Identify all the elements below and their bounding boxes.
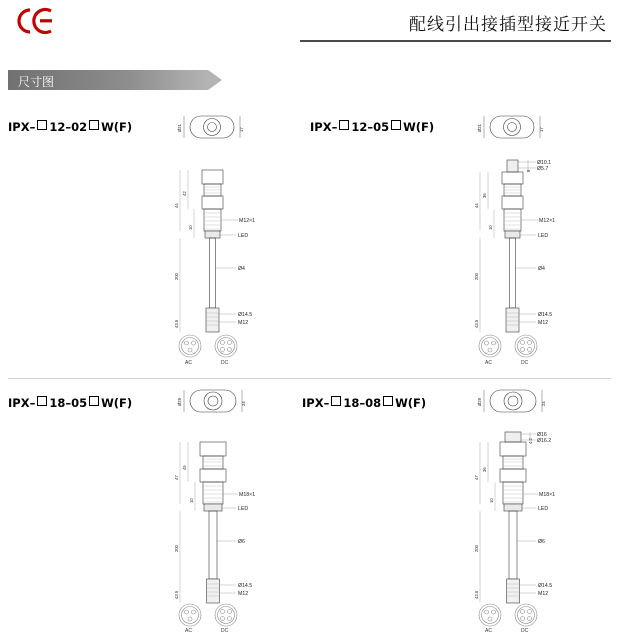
dim-conn-thread: M12 bbox=[238, 591, 249, 597]
dim-thread: M18×1 bbox=[539, 492, 556, 498]
model-prefix: IPX– bbox=[302, 396, 330, 410]
model-prefix: IPX– bbox=[8, 120, 36, 134]
dim-len-head: 4.2 bbox=[528, 438, 533, 444]
connector-label-ac: AC bbox=[485, 360, 492, 366]
model-suffix: W(F) bbox=[403, 120, 435, 134]
model-suffix: W(F) bbox=[395, 396, 427, 410]
dim-len-thread: 42 bbox=[182, 191, 187, 196]
model-suffix: W(F) bbox=[101, 396, 133, 410]
dim-cable-dia: Ø6 bbox=[538, 539, 545, 545]
dim-conn-dia: Ø14.5 bbox=[238, 312, 253, 318]
dim-len-small: 10 bbox=[189, 498, 194, 503]
dim-top-left: Ø29 bbox=[177, 398, 182, 406]
banner-light-part bbox=[208, 70, 611, 90]
dim-len-small: 10 bbox=[188, 225, 193, 230]
drawing-ipx-12-05 bbox=[450, 108, 600, 368]
dim-conn-dia: Ø14.5 bbox=[238, 583, 253, 589]
dim-led: LED bbox=[538, 506, 549, 512]
dim-led: LED bbox=[238, 506, 249, 512]
model-mid: 12–02 bbox=[49, 120, 88, 134]
model-mid: 12–05 bbox=[351, 120, 390, 134]
dim-len-total: 44 bbox=[174, 203, 179, 208]
header-rule bbox=[300, 40, 611, 42]
model-prefix: IPX– bbox=[310, 120, 338, 134]
dim-led: LED bbox=[238, 233, 249, 239]
dim-head-dia-1: Ø10.1 bbox=[537, 160, 552, 166]
dim-len-total: 47 bbox=[474, 475, 479, 480]
dim-top-left: Ø21 bbox=[177, 124, 182, 132]
model-suffix: W(F) bbox=[101, 120, 133, 134]
dim-top-right: 17 bbox=[239, 127, 244, 132]
dim-conn-thread: M12 bbox=[538, 591, 549, 597]
section-divider bbox=[8, 378, 611, 379]
dim-cable-dia: Ø6 bbox=[238, 539, 245, 545]
dim-cable-dia: Ø4 bbox=[238, 266, 245, 272]
dim-len-small: 10 bbox=[488, 225, 493, 230]
banner-arrow-icon bbox=[208, 70, 222, 90]
dim-len-head: 8 bbox=[526, 169, 531, 172]
option-box-icon bbox=[391, 120, 401, 130]
model-mid: 18–05 bbox=[49, 396, 88, 410]
option-box-icon bbox=[89, 396, 99, 406]
model-label-ipx-12-05 bbox=[310, 120, 434, 134]
dim-len-cable: 200 bbox=[174, 545, 179, 552]
dim-head-dia-1: Ø16 bbox=[537, 432, 547, 438]
dim-top-left: Ø21 bbox=[477, 124, 482, 132]
dim-len-total: 47 bbox=[174, 475, 179, 480]
dim-len-cable: 200 bbox=[474, 545, 479, 552]
page-title: 配线引出接插型接近开关 bbox=[409, 15, 607, 35]
dim-conn-thread: M12 bbox=[538, 320, 549, 326]
drawing-ipx-18-08 bbox=[450, 384, 600, 634]
dim-top-right: 24 bbox=[241, 401, 246, 406]
dim-conn-dia: Ø14.5 bbox=[538, 312, 553, 318]
dim-head-dia-2: Ø16.2 bbox=[537, 438, 552, 444]
connector-label-dc: DC bbox=[521, 628, 529, 634]
option-box-icon bbox=[37, 120, 47, 130]
dim-conn-thread: M12 bbox=[238, 320, 249, 326]
dim-len-total: 44 bbox=[474, 203, 479, 208]
dim-cable-dia: Ø4 bbox=[538, 266, 545, 272]
dim-thread: M12×1 bbox=[239, 218, 256, 224]
dim-thread: M18×1 bbox=[239, 492, 256, 498]
model-label-ipx-18-08 bbox=[302, 396, 426, 410]
dim-len-tail: 43.5 bbox=[474, 590, 479, 599]
option-box-icon bbox=[89, 120, 99, 130]
dim-len-tail: 43.5 bbox=[474, 319, 479, 328]
dim-thread: M12×1 bbox=[539, 218, 556, 224]
dim-len-thread: 36 bbox=[482, 467, 487, 472]
model-label-ipx-12-02 bbox=[8, 120, 132, 134]
dim-len-tail: 43.5 bbox=[174, 319, 179, 328]
section-banner-label: 尺寸图 bbox=[18, 75, 55, 89]
model-label-ipx-18-05 bbox=[8, 396, 132, 410]
dim-conn-dia: Ø14.5 bbox=[538, 583, 553, 589]
connector-label-dc: DC bbox=[221, 628, 229, 634]
model-prefix: IPX– bbox=[8, 396, 36, 410]
dim-len-cable: 200 bbox=[174, 273, 179, 280]
dim-len-thread: 36 bbox=[482, 193, 487, 198]
connector-label-dc: DC bbox=[221, 360, 229, 366]
dim-len-tail: 43.5 bbox=[174, 590, 179, 599]
drawing-ipx-18-05 bbox=[150, 384, 300, 634]
ce-mark-icon bbox=[10, 6, 54, 36]
option-box-icon bbox=[383, 396, 393, 406]
dim-top-right: 24 bbox=[541, 401, 546, 406]
option-box-icon bbox=[339, 120, 349, 130]
dim-top-left: Ø29 bbox=[477, 398, 482, 406]
connector-label-ac: AC bbox=[185, 628, 192, 634]
dim-len-cable: 200 bbox=[474, 273, 479, 280]
dim-head-dia-2: Ø5.7 bbox=[537, 166, 549, 172]
option-box-icon bbox=[37, 396, 47, 406]
dim-len-thread: 45 bbox=[182, 465, 187, 470]
connector-label-ac: AC bbox=[185, 360, 192, 366]
section-banner bbox=[8, 70, 611, 90]
connector-label-ac: AC bbox=[485, 628, 492, 634]
page-header bbox=[0, 0, 619, 52]
connector-label-dc: DC bbox=[521, 360, 529, 366]
drawing-ipx-12-02 bbox=[150, 108, 300, 368]
model-mid: 18–08 bbox=[343, 396, 382, 410]
dim-len-small: 10 bbox=[489, 498, 494, 503]
dim-top-right: 17 bbox=[539, 127, 544, 132]
option-box-icon bbox=[331, 396, 341, 406]
dim-led: LED bbox=[538, 233, 549, 239]
